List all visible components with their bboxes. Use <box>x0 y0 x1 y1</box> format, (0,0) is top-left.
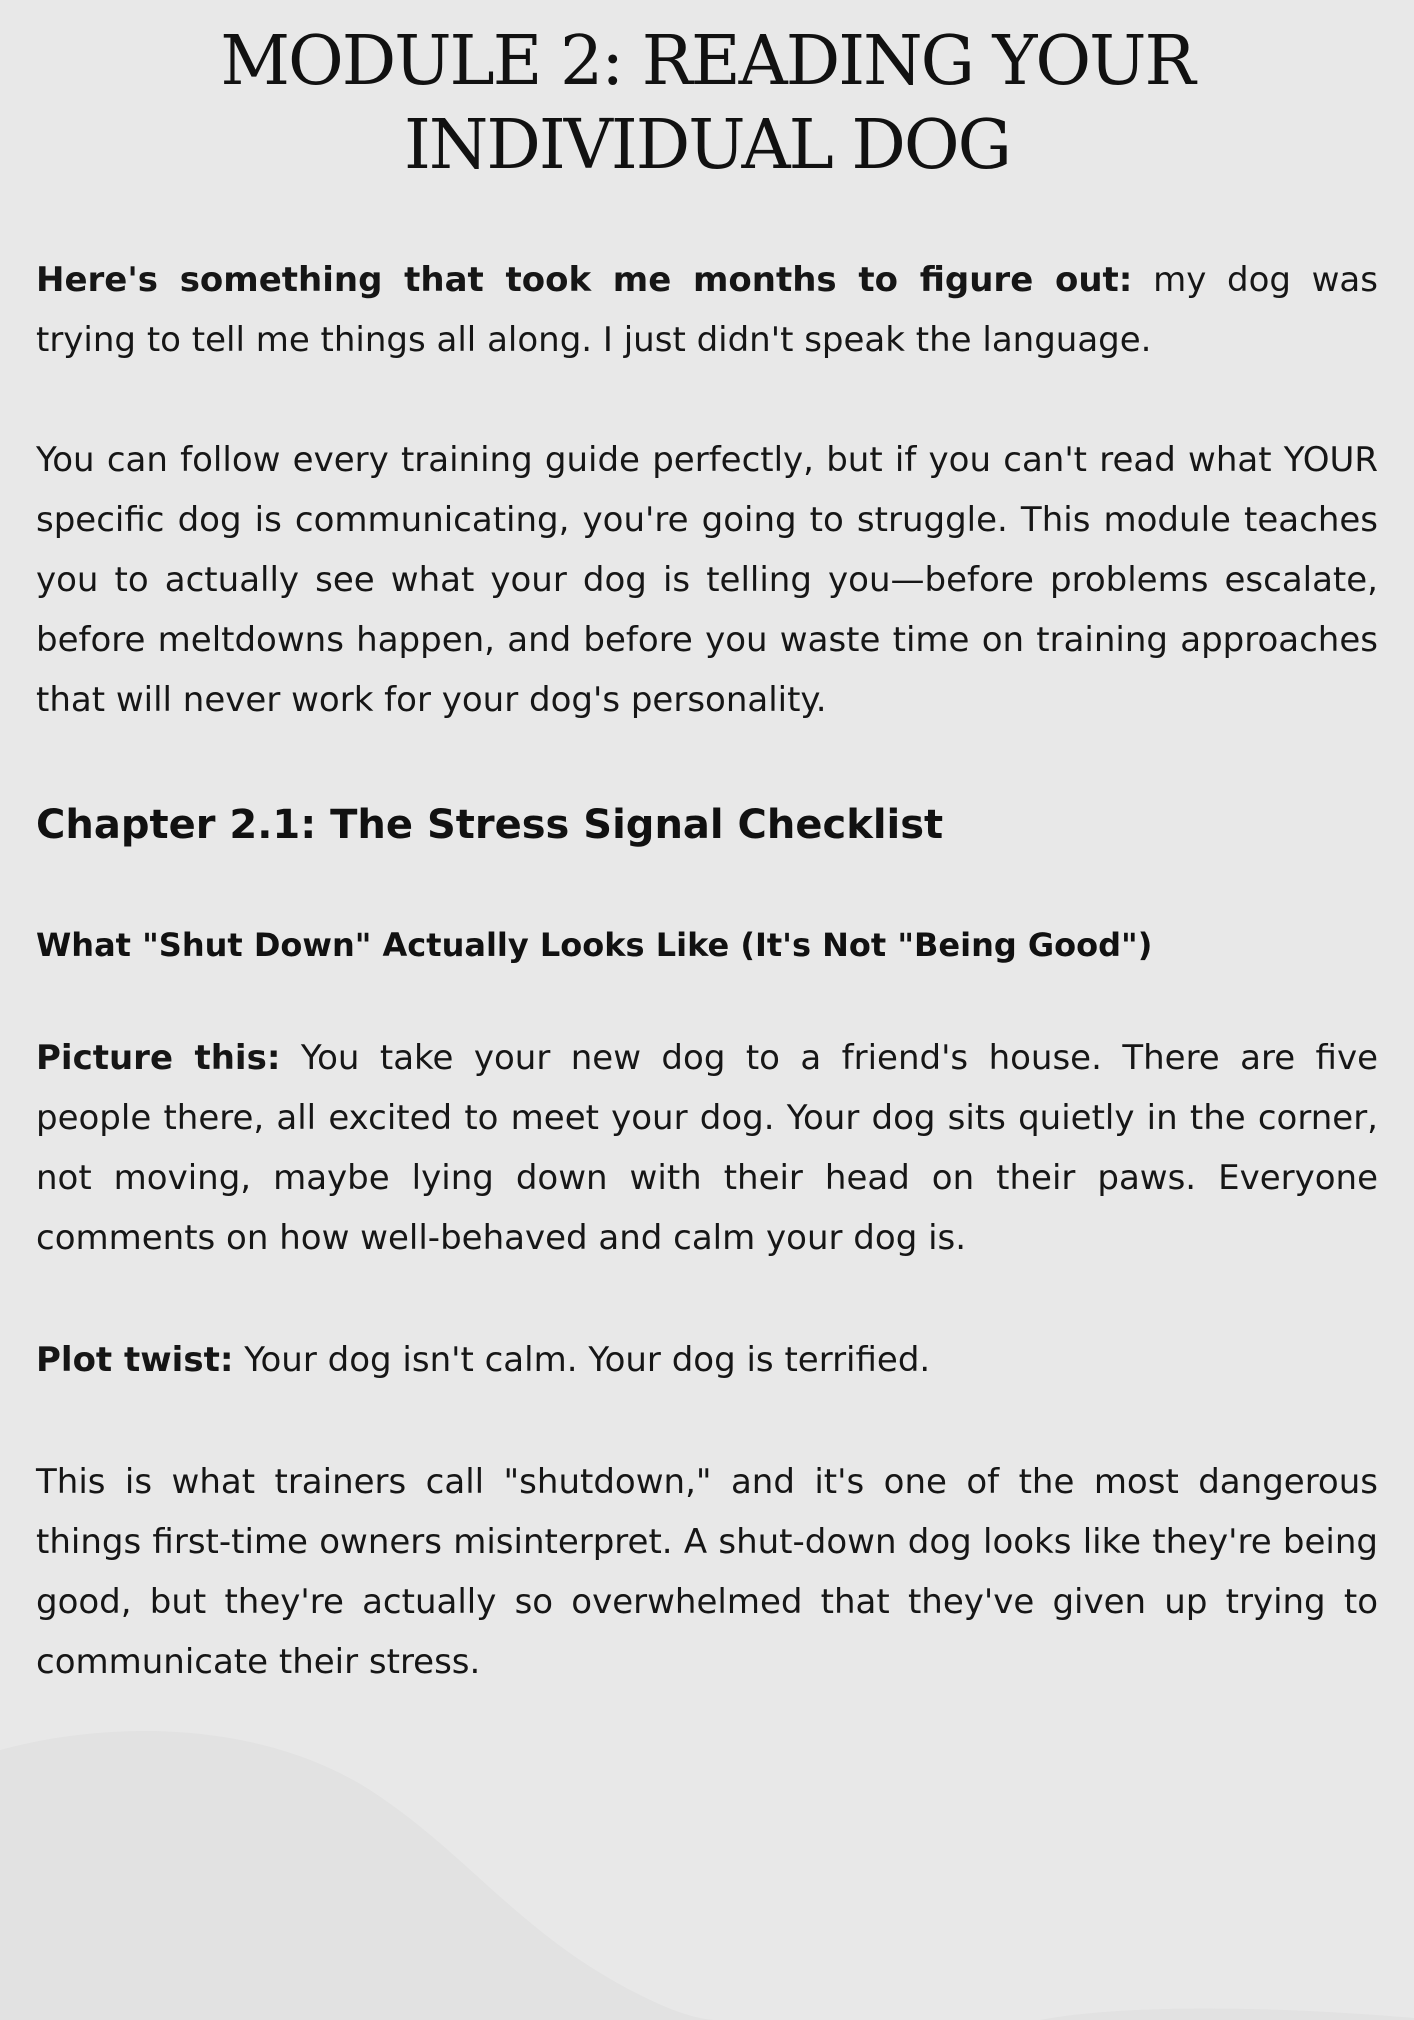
plot-twist-paragraph <box>36 1330 1378 1390</box>
shutdown-paragraph: This is what trainers call "shutdown," and it's one of the most dangerous things first-time owners misinterpret. A shut-down dog looks like they're being good, but they're actually so overwhelmed that they've given up trying to communicate their stress. <box>36 1462 1378 1682</box>
overview-paragraph: You can follow every training guide perfectly, but if you can't read what YOUR specific dog is communicating, you're going to struggle. This module teaches you to actually see what your dog is telling you—before problems escalate, before meltdowns happen, and before you waste time on training approaches that will never work for your dog's personality. <box>36 440 1378 720</box>
section-subheading: What "Shut Down" Actually Looks Like (It's Not "Being Good") <box>36 926 1153 964</box>
intro-lead-text: my dog was trying to tell me things all along. I just didn't speak the language. <box>36 260 1378 360</box>
module-title-line-2: INDIVIDUAL DOG <box>404 106 1010 185</box>
picture-this-text: You take your new dog to a friend's house. There are five people there, all excited to meet your dog. Your dog sits quietly in the corner, not moving, maybe lying down with their head on their paws. Everyone comments on how well-behaved and calm your dog is. <box>36 1038 1379 1258</box>
intro-lead-bold: Here's something that took me months to figure out: <box>36 260 1133 300</box>
module-title-line-1: MODULE 2: READING YOUR <box>220 22 1194 101</box>
module-title <box>36 20 1378 188</box>
intro-paragraph <box>36 250 1378 370</box>
plot-twist-bold: Plot twist: <box>36 1340 234 1380</box>
picture-this-paragraph <box>36 1028 1378 1268</box>
chapter-heading: Chapter 2.1: The Stress Signal Checklist <box>36 802 944 848</box>
document-page <box>0 20 1414 1692</box>
picture-this-bold: Picture this: <box>36 1038 281 1078</box>
plot-twist-text: Your dog isn't calm. Your dog is terrified. <box>233 1340 931 1380</box>
